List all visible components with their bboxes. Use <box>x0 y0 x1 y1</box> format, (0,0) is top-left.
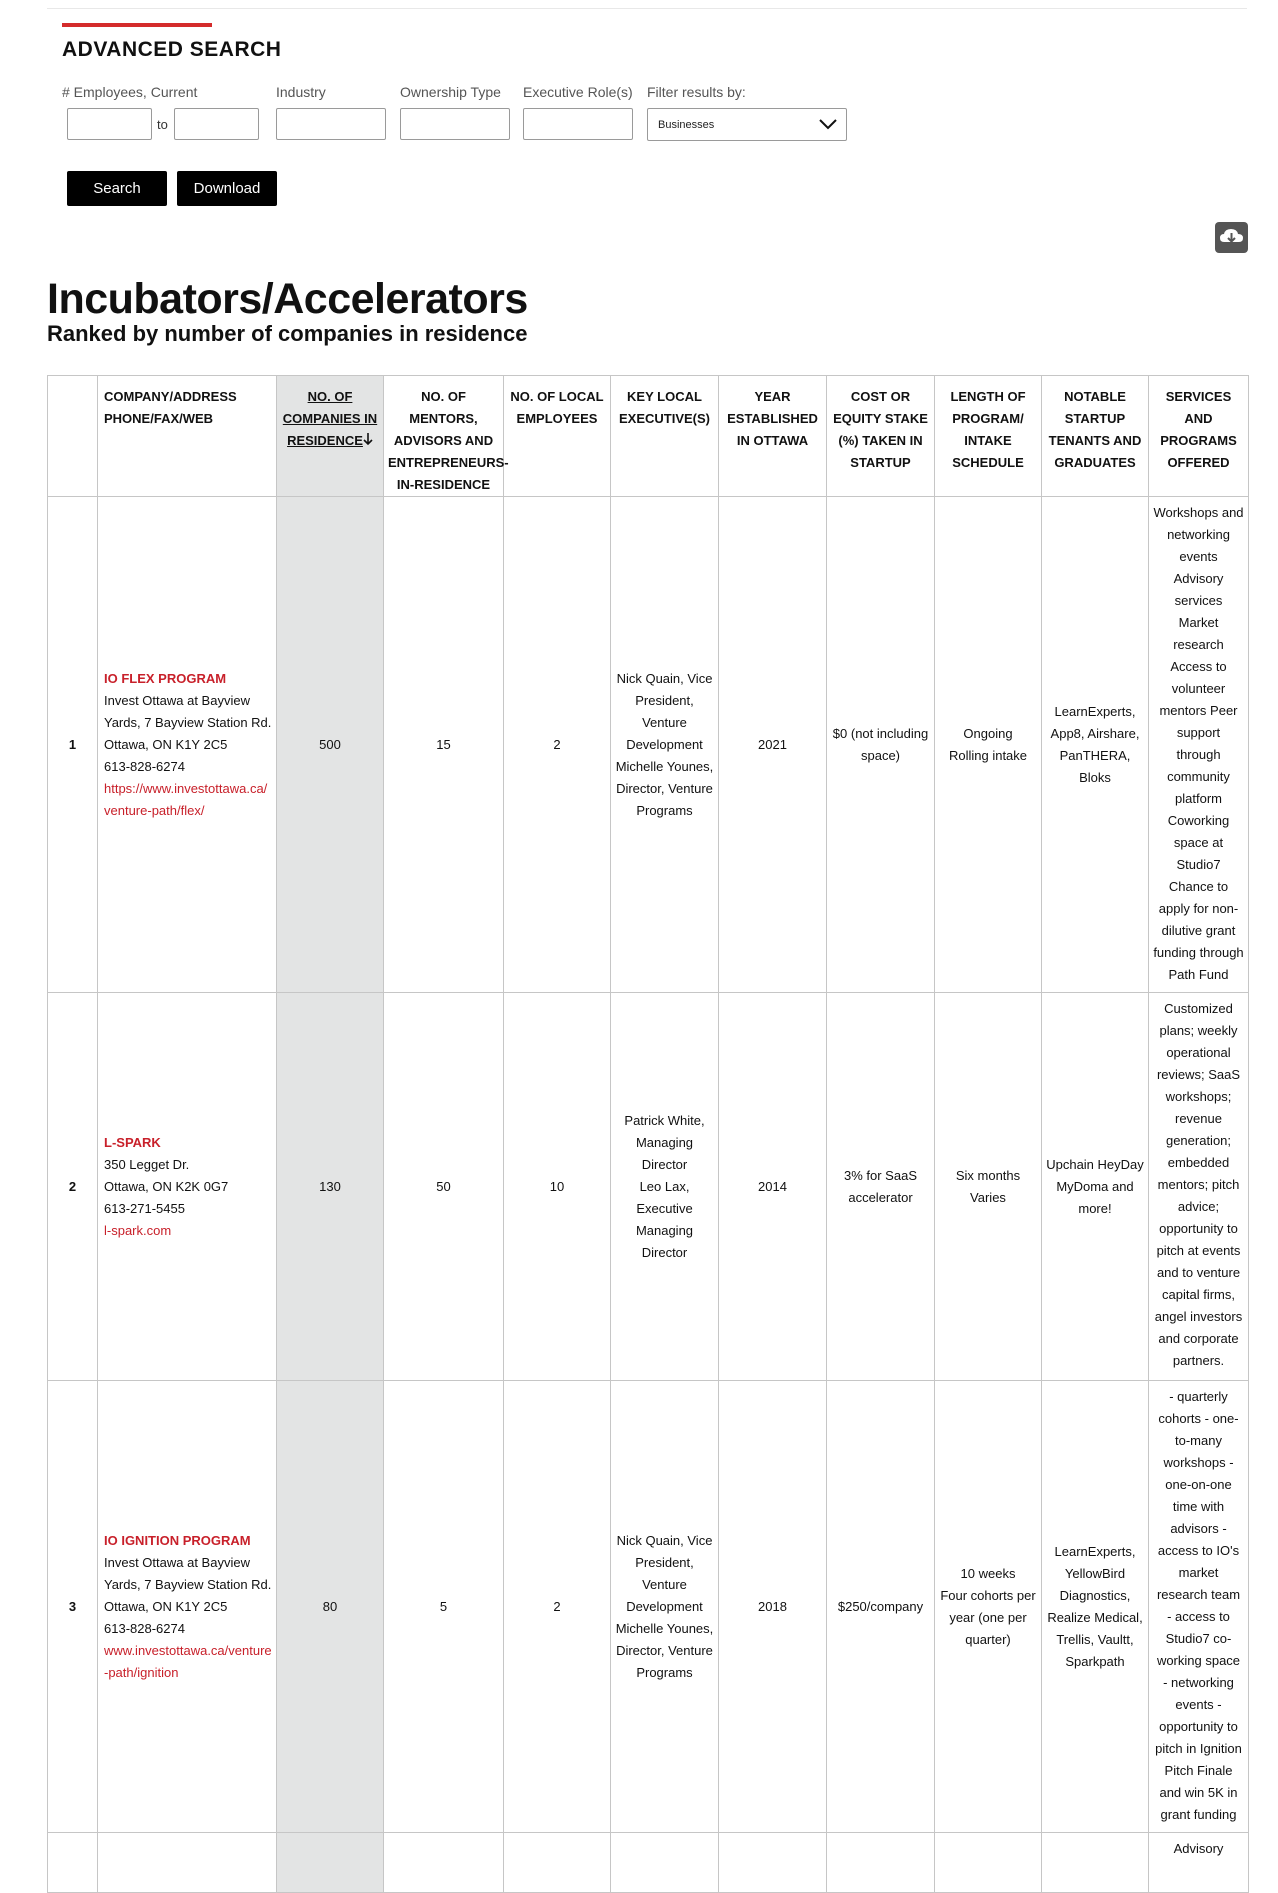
companies-column-header[interactable] <box>277 376 384 497</box>
year-cell <box>719 1833 827 1893</box>
company-name-link[interactable]: L-SPARK <box>104 1134 161 1150</box>
industry-input[interactable] <box>276 108 386 140</box>
year-column-header[interactable]: YEAR ESTABLISHED IN OTTAWA <box>719 376 827 497</box>
rank-cell: 2 <box>48 993 98 1381</box>
year-cell: 2018 <box>719 1381 827 1833</box>
notable-cell <box>1042 1833 1149 1893</box>
executive-label: Executive Role(s) <box>523 84 633 100</box>
top-divider <box>47 8 1247 9</box>
cost-cell: $0 (not including space) <box>827 497 935 993</box>
employees-cell <box>504 1833 611 1893</box>
rank-cell: 3 <box>48 1381 98 1833</box>
services-cell: Workshops and networking events Advisory services Market research Access to volunteer mentors Peer support through community platform Coworking space at Studio7 Chance to apply for non-dilutive grant funding through Path Fund <box>1149 497 1249 993</box>
search-button[interactable]: Search <box>67 171 167 206</box>
executives-column-header[interactable]: KEY LOCAL EXECUTIVE(S) <box>611 376 719 497</box>
download-button[interactable]: Download <box>177 171 277 206</box>
chevron-down-icon <box>818 116 838 132</box>
table-row <box>48 993 1249 1381</box>
employees-column-header[interactable]: NO. OF LOCAL EMPLOYEES <box>504 376 611 497</box>
mentors-cell: 15 <box>384 497 504 993</box>
company-cell <box>98 993 277 1381</box>
company-name-link[interactable]: IO FLEX PROGRAM <box>104 670 227 686</box>
filter-select-value: Businesses <box>658 119 715 131</box>
company-cell <box>98 1381 277 1833</box>
employees-cell: 2 <box>504 497 611 993</box>
rank-column-header <box>48 376 98 497</box>
ownership-label: Ownership Type <box>400 84 501 100</box>
employees-min-input[interactable] <box>67 108 152 140</box>
table-row <box>48 1381 1249 1833</box>
company-address: 350 Legget Dr. Ottawa, ON K2K 0G7 613-271-5455 <box>104 1156 229 1216</box>
mentors-cell: 50 <box>384 993 504 1381</box>
companies-cell: 500 <box>277 497 384 993</box>
table-row <box>48 1833 1249 1893</box>
company-cell <box>98 497 277 993</box>
employees-cell: 10 <box>504 993 611 1381</box>
page-subtitle: Ranked by number of companies in residence <box>47 321 528 346</box>
range-to-label: to <box>157 117 168 132</box>
services-cell: Customized plans; weekly operational reviews; SaaS workshops; revenue generation; embedded mentors; pitch advice; opportunity to pitch at events and to venture capital firms, angel investors and corporate partners. <box>1149 993 1249 1381</box>
services-column-header[interactable]: SERVICES AND PROGRAMS OFFERED <box>1149 376 1249 497</box>
company-address: Invest Ottawa at Bayview Yards, 7 Bayview Station Rd. Ottawa, ON K1Y 2C5 613-828-6274 <box>104 692 272 774</box>
employees-max-input[interactable] <box>174 108 259 140</box>
executive-role-input[interactable] <box>523 108 633 140</box>
executives-cell: Nick Quain, Vice President, Venture Development Michelle Younes, Director, Venture Programs <box>611 497 719 993</box>
executives-cell: Nick Quain, Vice President, Venture Development Michelle Younes, Director, Venture Programs <box>611 1381 719 1833</box>
company-website-link[interactable]: l-spark.com <box>104 1222 172 1238</box>
notable-cell: Upchain HeyDay MyDoma and more! <box>1042 993 1149 1381</box>
services-cell: Advisory <box>1149 1833 1249 1893</box>
mentors-cell <box>384 1833 504 1893</box>
notable-cell: LearnExperts, App8, Airshare, PanTHERA, Bloks <box>1042 497 1149 993</box>
executives-cell <box>611 1833 719 1893</box>
section-accent-bar <box>62 23 212 27</box>
industry-label: Industry <box>276 84 326 100</box>
company-column-header[interactable]: COMPANY/ADDRESS PHONE/FAX/WEB <box>98 376 277 497</box>
companies-cell <box>277 1833 384 1893</box>
rank-cell: 1 <box>48 497 98 993</box>
employees-label: # Employees, Current <box>62 84 198 100</box>
ranking-table <box>47 375 1249 1893</box>
cost-cell: $250/company <box>827 1381 935 1833</box>
sort-down-arrow-icon <box>363 433 373 445</box>
company-cell <box>98 1833 277 1893</box>
table-header-row <box>48 376 1249 497</box>
company-name-link[interactable]: IO IGNITION PROGRAM <box>104 1532 251 1548</box>
cost-column-header[interactable]: COST OR EQUITY STAKE (%) TAKEN IN STARTUP <box>827 376 935 497</box>
length-cell: Ongoing Rolling intake <box>935 497 1042 993</box>
cost-cell <box>827 1833 935 1893</box>
company-address: Invest Ottawa at Bayview Yards, 7 Bayview Station Rd. Ottawa, ON K1Y 2C5 613-828-6274 <box>104 1554 272 1636</box>
length-cell: Six months Varies <box>935 993 1042 1381</box>
companies-cell: 80 <box>277 1381 384 1833</box>
year-cell: 2014 <box>719 993 827 1381</box>
filter-select[interactable] <box>647 108 847 141</box>
companies-column-label: NO. OF COMPANIES IN RESIDENCE <box>282 389 378 448</box>
page-title: Incubators/Accelerators <box>47 275 528 323</box>
company-website-link[interactable]: www.investottawa.ca/venture-path/ignition <box>104 1642 272 1680</box>
ownership-input[interactable] <box>400 108 510 140</box>
executives-cell: Patrick White, Managing Director Leo Lax, Executive Managing Director <box>611 993 719 1381</box>
services-cell: - quarterly cohorts - one-to-many workshops - one-on-one time with advisors - access to IO's market research team - access to Studio7 co-working space - networking events - opportunity to pitch in Ignition Pitch Finale and win 5K in grant funding <box>1149 1381 1249 1833</box>
rank-cell <box>48 1833 98 1893</box>
filter-label: Filter results by: <box>647 84 746 100</box>
table-row <box>48 497 1249 993</box>
cloud-download-icon[interactable] <box>1215 222 1248 253</box>
company-website-link[interactable]: https://www.investottawa.ca/venture-path/flex/ <box>104 780 268 818</box>
length-cell: 10 weeks Four cohorts per year (one per quarter) <box>935 1381 1042 1833</box>
mentors-column-header[interactable]: NO. OF MENTORS, ADVISORS AND ENTREPRENEURS-IN-RESIDENCE <box>384 376 504 497</box>
mentors-cell: 5 <box>384 1381 504 1833</box>
length-cell <box>935 1833 1042 1893</box>
cost-cell: 3% for SaaS accelerator <box>827 993 935 1381</box>
employees-cell: 2 <box>504 1381 611 1833</box>
notable-column-header[interactable]: NOTABLE STARTUP TENANTS AND GRADUATES <box>1042 376 1149 497</box>
companies-cell: 130 <box>277 993 384 1381</box>
notable-cell: LearnExperts, YellowBird Diagnostics, Realize Medical, Trellis, Vaultt, Sparkpath <box>1042 1381 1149 1833</box>
advanced-search-title: ADVANCED SEARCH <box>62 38 282 61</box>
year-cell: 2021 <box>719 497 827 993</box>
length-column-header[interactable]: LENGTH OF PROGRAM/ INTAKE SCHEDULE <box>935 376 1042 497</box>
